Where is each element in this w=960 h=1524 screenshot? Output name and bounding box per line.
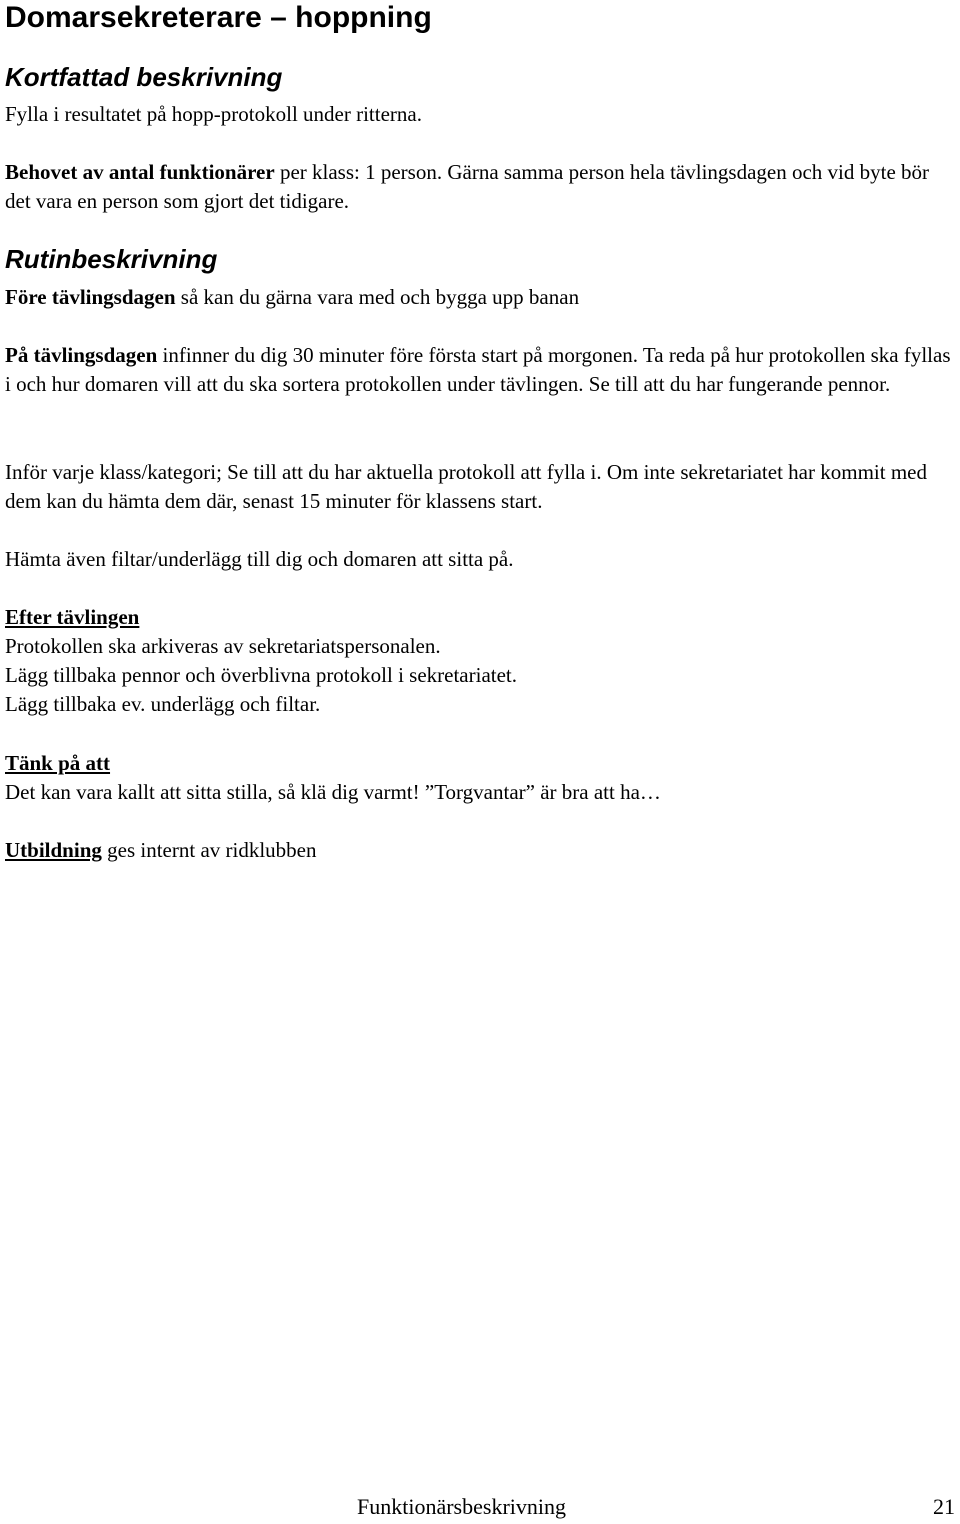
staff-bold: Behovet av antal funktionärer <box>5 160 275 184</box>
filter-paragraph: Hämta även filtar/underlägg till dig och domaren att sitta på. <box>5 547 514 571</box>
page-footer <box>0 1494 955 1524</box>
page-number: 21 <box>933 1494 955 1519</box>
on-day-paragraph <box>5 341 955 399</box>
routine-heading: Rutinbeskrivning <box>5 244 218 274</box>
summary-line: Fylla i resultatet på hopp-protokoll under ritterna. <box>5 102 422 126</box>
summary-heading: Kortfattad beskrivning <box>5 62 283 92</box>
before-text: så kan du gärna vara med och bygga upp banan <box>175 285 580 309</box>
class-paragraph: Inför varje klass/kategori; Se till att du har aktuella protokoll att fylla i. Om inte sekretariatet har kommit med dem kan du hämta dem där, senast 15 minuter för klassens start. <box>5 460 927 513</box>
think-text: Det kan vara kallt att sitta stilla, så klä dig varmt! ”Torgvantar” är bra att ha… <box>5 780 661 804</box>
education-paragraph <box>5 836 955 865</box>
staff-text: per klass: 1 person. Gärna samma person hela tävlingsdagen och vid byte bör det vara en person som gjort det tidigare. <box>5 160 930 213</box>
before-bold: Före tävlingsdagen <box>5 285 176 309</box>
before-paragraph <box>5 283 955 312</box>
think-heading: Tänk på att <box>5 751 111 775</box>
education-bold: Utbildning <box>5 838 102 862</box>
on-day-text: infinner du dig 30 minuter före första start på morgonen. Ta reda på hur protokollen ska fyllas i och hur domaren vill att du ska sortera protokollen under tävlingen. Se till att du har fungerande pennor. <box>5 343 951 396</box>
after-line-3: Lägg tillbaka ev. underlägg och filtar. <box>5 692 321 716</box>
after-heading: Efter tävlingen <box>5 605 140 629</box>
footer-label: Funktionärsbeskrivning <box>357 1494 566 1519</box>
after-line-2: Lägg tillbaka pennor och överblivna protokoll i sekretariatet. <box>5 663 517 687</box>
education-text: ges internt av ridklubben <box>101 838 317 862</box>
after-line-1: Protokollen ska arkiveras av sekretariatspersonalen. <box>5 634 441 658</box>
staff-paragraph <box>5 158 955 216</box>
on-day-bold: På tävlingsdagen <box>5 343 158 367</box>
page-title: Domarsekreterare – hoppning <box>5 1 432 34</box>
